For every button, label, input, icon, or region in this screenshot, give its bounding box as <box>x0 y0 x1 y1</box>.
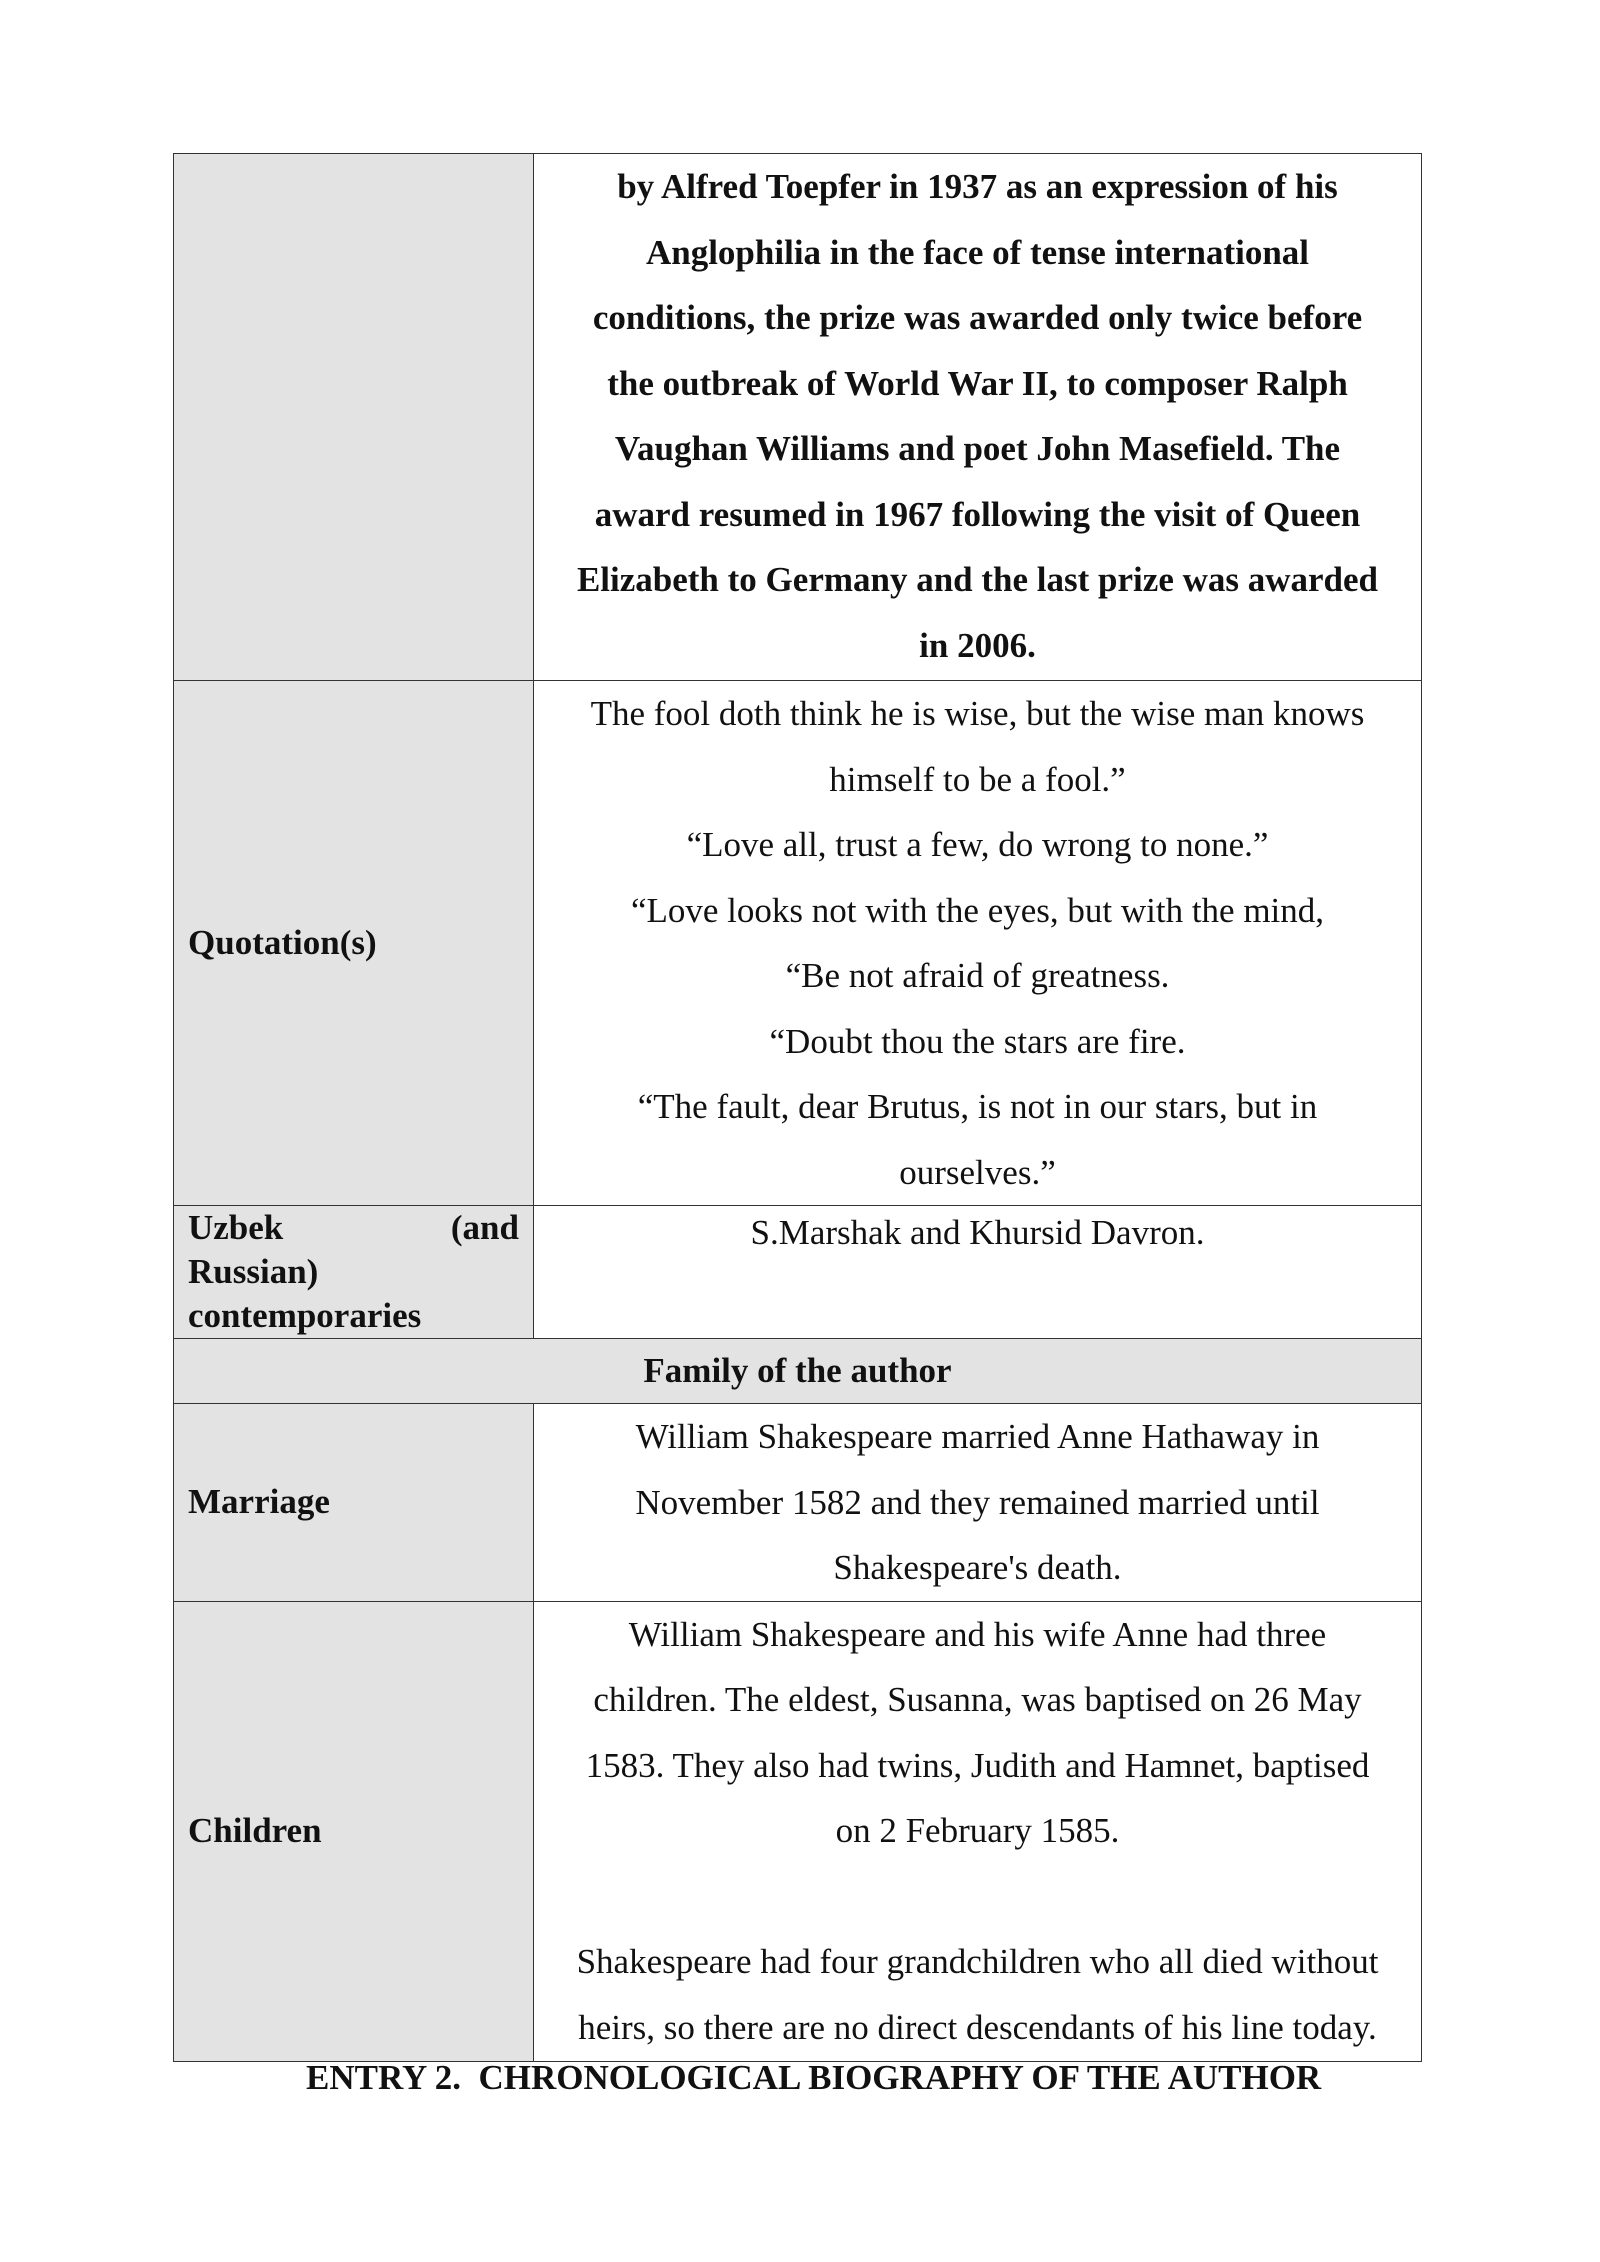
quotation-line: “The fault, dear Brutus, is not in our stars, but in <box>637 1087 1318 1126</box>
text-line: Shakespeare's death. <box>833 1548 1122 1587</box>
quotations-list <box>534 681 1422 1206</box>
paragraph-gap <box>554 1864 1401 1930</box>
label-line: Uzbek (and <box>188 1208 519 1247</box>
table-row-marriage <box>174 1404 1422 1602</box>
text-line: S.Marshak and Khursid Davron. <box>750 1213 1205 1252</box>
row-label-contemporaries <box>174 1206 534 1339</box>
quotation-line: himself to be a fool.” <box>829 759 1126 799</box>
table-row-prize <box>174 154 1422 681</box>
label-line: Russian) <box>188 1252 319 1291</box>
entry-heading: ENTRY 2. CHRONOLOGICAL BIOGRAPHY OF THE AUTHOR <box>306 2058 1322 2097</box>
table-row-contemporaries <box>174 1206 1422 1339</box>
text-line: award resumed in 1967 following the visit of Queen <box>594 494 1361 534</box>
author-info-table <box>173 153 1422 2062</box>
text-line: November 1582 and they remained married until <box>635 1482 1320 1522</box>
text-line: Elizabeth to Germany and the last prize was awarded <box>576 560 1379 599</box>
text-line: Vaughan Williams and poet John Masefield. The <box>614 429 1341 468</box>
quotation-line: ourselves.” <box>899 1152 1056 1192</box>
text-line: heirs, so there are no direct descendants of his line today. <box>578 2007 1377 2047</box>
text-line: in 2006. <box>919 625 1036 665</box>
text-line: children. The eldest, Susanna, was baptised on 26 May <box>593 1680 1362 1719</box>
text-line: conditions, the prize was awarded only twice before <box>592 298 1363 337</box>
text-line: on 2 February 1585. <box>835 1811 1120 1850</box>
row-label-marriage: Marriage <box>174 1404 534 1602</box>
text-line: 1583. They also had twins, Judith and Hamnet, baptised <box>585 1745 1370 1785</box>
text-line: William Shakespeare married Anne Hathaway in <box>635 1417 1320 1456</box>
quotation-line: “Love looks not with the eyes, but with the mind, <box>630 890 1325 930</box>
row-label-empty <box>174 154 534 681</box>
row-label-quotations: Quotation(s) <box>174 681 534 1206</box>
table-row-quotations <box>174 681 1422 1206</box>
text-line: Anglophilia in the face of tense international <box>645 232 1310 272</box>
table-row-children <box>174 1601 1422 2061</box>
children-description <box>534 1601 1422 2061</box>
quotation-line: The fool doth think he is wise, but the wise man knows <box>590 694 1365 733</box>
text-line: the outbreak of World War II, to composer Ralph <box>607 363 1348 403</box>
prize-description <box>534 154 1422 681</box>
label-line: contemporaries <box>188 1296 422 1335</box>
quotation-line: “Doubt thou the stars are fire. <box>769 1021 1186 1061</box>
section-header-row <box>174 1339 1422 1404</box>
row-label-children: Children <box>174 1601 534 2061</box>
quotation-line: “Be not afraid of greatness. <box>785 956 1170 995</box>
marriage-description <box>534 1404 1422 1602</box>
text-line: William Shakespeare and his wife Anne had three <box>628 1614 1327 1654</box>
text-line: Shakespeare had four grandchildren who all died without <box>576 1942 1379 1981</box>
text-line: by Alfred Toepfer in 1937 as an expression of his <box>617 167 1338 206</box>
contemporaries-value <box>534 1206 1422 1339</box>
quotation-line: “Love all, trust a few, do wrong to none.” <box>686 825 1269 864</box>
section-heading-family: Family of the author <box>174 1339 1422 1404</box>
